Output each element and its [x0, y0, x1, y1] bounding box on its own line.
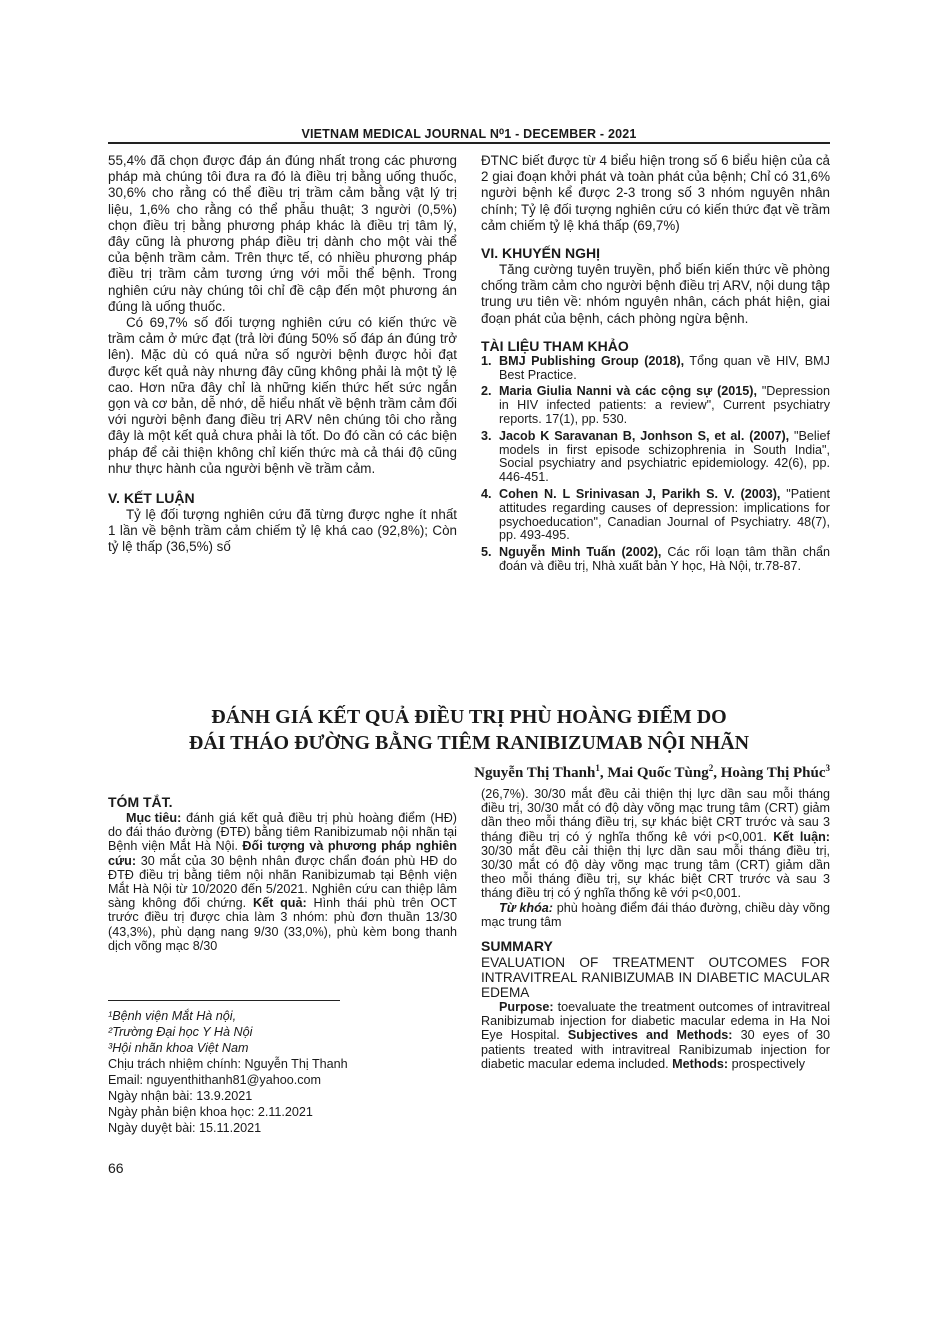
- summary-text: Purpose: toevaluate the treatment outcomes of intravitreal Ranibizumab injection for diabetic macular edema in Ha Noi Eye Hospital. Subjectives and Methods: 30 eyes of 30 patients treated with intravitreal Ranibizumab injection for diabetic macular edema included. Methods: prospectively: [481, 1000, 830, 1071]
- label-methods-en: Methods:: [672, 1056, 729, 1071]
- article-title-line: ĐÁNH GIÁ KẾT QUẢ ĐIỀU TRỊ PHÙ HOÀNG ĐIỂM DO: [211, 706, 727, 728]
- abstract-continued: (26,7%). 30/30 mắt đều cải thiện thị lực dần sau mỗi tháng điều trị, 30/30 mắt có độ dày võng mạc trung tâm (CRT) giảm dần theo mỗi tháng điều trị, sự khác biệt CRT trước và sau 3 tháng điều trị có ý nghĩa thống kê với p<0,001. Kết luận: 30/30 mắt đều cải thiện thị lực dần sau mỗi tháng điều trị, 30/30 mắt có độ dày võng mạc trung tâm (CRT) giảm dần theo mỗi tháng điều trị, sự khác biệt CRT trước và sau 3 tháng điều trị có ý nghĩa thống kê với p<0,001.: [481, 787, 831, 901]
- author-name: Hoàng Thị Phúc: [720, 765, 826, 781]
- page-number: 66: [108, 1160, 124, 1176]
- author-affiliation-mark: 3: [825, 763, 830, 773]
- abstract-right-column: [481, 787, 830, 1071]
- label-conclusion: Kết luận:: [773, 829, 831, 844]
- summary-heading: SUMMARY: [481, 938, 553, 955]
- affiliation: ¹Bệnh viện Mắt Hà nội,: [108, 1009, 237, 1023]
- footnotes: [108, 1008, 457, 1136]
- recommendation-paragraph: Tăng cường tuyên truyền, phổ biến kiến thức về phòng chống trầm cảm cho người bệnh điều trị ARV, nội dung tập trung ưu tiên về: nhóm nguyên nhân, cách phát hiện, giai đoạn phát của bệnh, cách phòng ngừa bệnh.: [481, 262, 830, 326]
- summary-title: EVALUATION OF TREATMENT OUTCOMES FOR INTRAVITREAL RANIBIZUMAB IN DIABETIC MACULAR EDEMA: [481, 955, 830, 1001]
- label-purpose: Purpose:: [499, 1000, 554, 1015]
- affiliation: ³Hội nhãn khoa Việt Nam: [108, 1041, 249, 1055]
- affiliation: ²Trường Đại học Y Hà Nội: [108, 1025, 253, 1039]
- label-methods: Đối tượng và phương pháp nghiên cứu:: [108, 839, 457, 868]
- references-heading: TÀI LIỆU THAM KHẢO: [481, 337, 629, 354]
- journal-header: VIETNAM MEDICAL JOURNAL N⁰1 - DECEMBER - 2021: [301, 127, 637, 141]
- footnote-rule: [108, 1000, 340, 1001]
- contact-email: Email: nguyenthithanh81@yahoo.com: [108, 1073, 322, 1087]
- reference-item: 4. Cohen N. L Srinivasan J, Parikh S. V. (2003), "Patient attitudes regarding causes of depression: implications for psychoeducation", Canadian Journal of Psychiatry. 48(7), pp. 493-495.: [481, 487, 830, 543]
- body-paragraph: 55,4% đã chọn được đáp án đúng nhất trong các phương pháp mà chúng tôi đưa ra đó là điều trị bằng uống thuốc, 30,6% cho rằng có thể điều trị trầm cảm bằng vật lý trị liệu, 1,6% cho rằng có thể phẫu thuật; 3 người (0,5%) chọn điều trị bằng phương pháp khác là điều trị tâm lý, đây cũng là phương pháp điều trị dành cho một vài thể của bệnh trầm cảm. Trên thực tế, có nhiều phương pháp điều trị trầm cảm tương ứng với mỗi thể bệnh. Trong nghiên cứu này chúng tôi chỉ đề cập đến một phương án đúng là uống thuốc.: [108, 153, 457, 314]
- received-date: Ngày nhận bài: 13.9.2021: [108, 1089, 253, 1103]
- header-rule: [108, 142, 830, 144]
- recommendation-heading: VI. KHUYẾN NGHỊ: [481, 245, 601, 262]
- review-date: Ngày phản biện khoa học: 2.11.2021: [108, 1105, 313, 1119]
- author-affiliation-mark: 2: [708, 763, 714, 773]
- label-subjects: Subjectives and Methods:: [567, 1028, 733, 1043]
- responsible-author: Chịu trách nhiệm chính: Nguyễn Thị Thanh: [108, 1057, 348, 1071]
- author-affiliation-mark: 1: [595, 763, 600, 773]
- article-title-line: ĐÁI THÁO ĐƯỜNG BẰNG TIÊM RANIBIZUMAB NỘI NHÃN: [188, 732, 750, 754]
- prev-article-left-column: [108, 153, 457, 556]
- abstract-text: Mục tiêu: đánh giá kết quả điều trị phù hoàng điểm (HĐ) do đái tháo đường (ĐTĐ) bằng tiêm Ranibizumab nội nhãn tại Bệnh viện Mắt Hà Nội. Đối tượng và phương pháp nghiên cứu: 30 mắt của 30 bệnh nhân được chẩn đoán phù HĐ do ĐTĐ điều trị bằng tiêm nội nhãn Ranibizumab tại Bệnh viện Mắt Hà Nội từ 10/2020 đến 5/2021. Nghiên cứu can thiệp lâm sàng không đối chứng. Kết quả: Hình thái phù trên OCT trước điều trị được chia làm 3 nhóm: phù đơn thuần 13/30 (43,3%), phù dạng nang 9/30 (33,0%), phù kèm bong thanh dịch võng mạc 8/30: [108, 811, 457, 953]
- conclusion-heading: V. KẾT LUẬN: [108, 490, 195, 507]
- reference-item: 2. Maria Giulia Nanni và các cộng sự (2015), "Depression in HIV infected patients: a review", Current psychiatry reports. 17(1), pp. 530.: [481, 384, 830, 427]
- author-name: Nguyễn Thị Thanh: [474, 765, 596, 781]
- abstract-left-column: [108, 793, 457, 953]
- reference-item: 5. Nguyễn Minh Tuấn (2002), Các rối loạn tâm thần chẩn đoán và điều trị, Nhà xuất bản Y học, Hà Nội, tr.78-87.: [481, 545, 830, 573]
- label-results: Kết quả:: [252, 896, 307, 911]
- label-objective: Mục tiêu:: [126, 811, 182, 825]
- body-paragraph: ĐTNC biết được từ 4 biểu hiện trong số 6 biểu hiện của cả 2 giai đoạn khởi phát và toàn phát của bệnh; Chỉ có 31,6% người bệnh kể được 2-3 trong số 3 nhóm nguyên nhân chính; Tỷ lệ đối tượng nghiên cứu có kiến thức đạt về trầm cảm chiếm tỷ lệ khá thấp (69,7%): [481, 153, 830, 233]
- conclusion-paragraph: Tỷ lệ đối tượng nghiên cứu đã từng được nghe ít nhất 1 lần về bệnh trầm cảm chiếm tỷ lệ khá cao (92,8%); Còn tỷ lệ thấp (36,5%) số: [108, 507, 457, 555]
- article-title: [108, 704, 830, 756]
- author-line: Nguyễn Thị Thanh$^1$, Mai Quốc Tùng$^2$, Hoàng Thị Phúc$^3$: [474, 763, 830, 781]
- keywords: Từ khóa: phù hoàng điểm đái tháo đường, chiều dày võng mạc trung tâm: [481, 900, 830, 929]
- prev-article-right-column: [481, 153, 830, 577]
- body-paragraph: Có 69,7% số đối tượng nghiên cứu có kiến thức về trầm cảm ở mức đạt (trả lời đúng 50% số đáp án đúng trở lên). Mặc dù có quá nửa số người bệnh được hỏi đạt được kết quả này nhưng đây cũng không phải là một tỷ lệ cao. Hơn nữa đây chỉ là những kiến thức hết sức ngắn gọn và cơ bản, dễ nhớ, dễ hiểu nhất về bệnh trầm cảm đối với người bệnh đang điều trị ARV nên chúng tôi cho rằng đây là một kết quả chưa phải là tốt. Do đó cần có các biện pháp để cải thiện không chỉ kiến thức mà cả thái độ cũng như thực hành của người bệnh về trầm cảm.: [108, 315, 457, 476]
- reference-list: [481, 355, 830, 574]
- reference-item: 1. BMJ Publishing Group (2018), Tổng quan về HIV, BMJ Best Practice.: [481, 353, 830, 382]
- author-name: Mai Quốc Tùng: [607, 765, 709, 781]
- abstract-heading: TÓM TẮT.: [108, 794, 173, 810]
- approval-date: Ngày duyệt bài: 15.11.2021: [108, 1121, 262, 1135]
- reference-item: 3. Jacob K Saravanan B, Jonhson S, et al. (2007), "Belief models in first episode schizophrenia in South India", Social psychiatry and psychiatric epidemiology. 42(6), pp. 446-451.: [481, 428, 830, 485]
- label-keywords: Từ khóa:: [499, 900, 553, 915]
